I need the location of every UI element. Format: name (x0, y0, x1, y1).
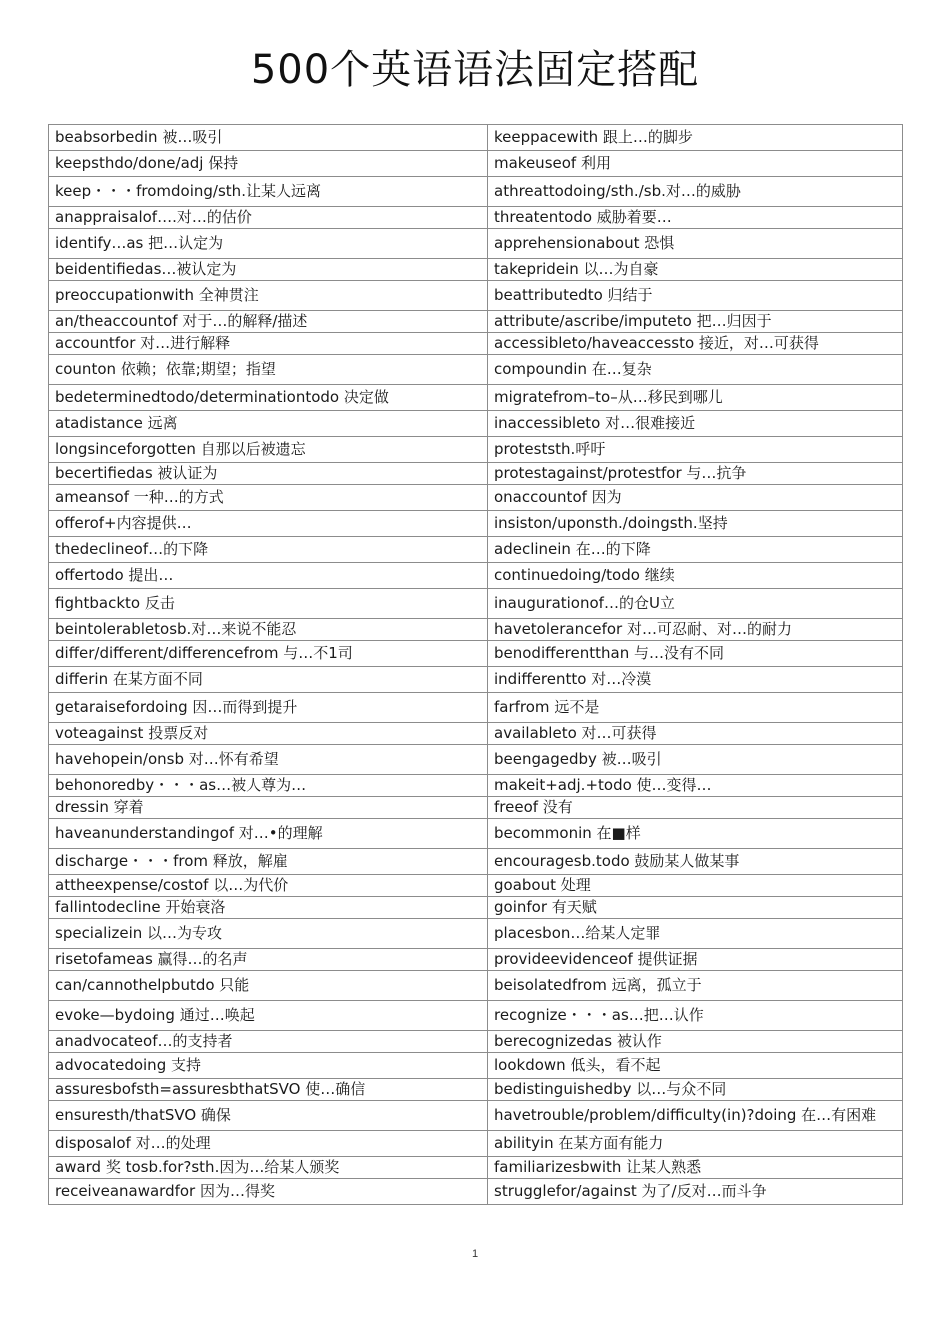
table-row (49, 1101, 903, 1131)
table-row (49, 511, 903, 537)
table-row (49, 1079, 903, 1101)
phrase-cell-right: inaugurationof…的仓U立 (488, 589, 903, 619)
table-row (49, 485, 903, 511)
phrase-cell-left: bedeterminedtodo/determinationtodo 决定做 (49, 385, 488, 411)
phrase-cell-left: can/cannothelpbutdo 只能 (49, 971, 488, 1001)
table-row (49, 875, 903, 897)
table-row (49, 537, 903, 563)
phrase-cell-left: offertodo 提出… (49, 563, 488, 589)
phrase-cell-left: beintolerabletosb.对…来说不能忍 (49, 619, 488, 641)
phrase-cell-right: indifferentto 对…冷漠 (488, 667, 903, 693)
table-row (49, 745, 903, 775)
table-row (49, 971, 903, 1001)
phrase-cell-right: goabout 处理 (488, 875, 903, 897)
phrase-cell-right: onaccountof 因为 (488, 485, 903, 511)
phrase-cell-right: beengagedby 被…吸引 (488, 745, 903, 775)
table-row (49, 385, 903, 411)
phrase-cell-right: provideevidenceof 提供证据 (488, 949, 903, 971)
phrase-cell-left: counton 依赖；依靠;期望；指望 (49, 355, 488, 385)
phrase-cell-left: receiveanawardfor 因为…得奖 (49, 1179, 488, 1205)
phrase-cell-left: keep・・・fromdoing/sth.让某人远离 (49, 177, 488, 207)
phrase-cell-right: continuedoing/todo 继续 (488, 563, 903, 589)
table-row (49, 641, 903, 667)
table-row (49, 849, 903, 875)
phrase-cell-left: longsinceforgotten 自那以后被遗忘 (49, 437, 488, 463)
phrase-cell-right: attribute/ascribe/imputeto 把…归因于 (488, 311, 903, 333)
phrase-cell-left: award 奖 tosb.for?sth.因为…给某人颁奖 (49, 1157, 488, 1179)
phrase-cell-left: ameansof 一种…的方式 (49, 485, 488, 511)
phrase-cell-left: anappraisalof….对…的估价 (49, 207, 488, 229)
phrase-cell-right: farfrom 远不是 (488, 693, 903, 723)
phrase-cell-right: takepridein 以…为自豪 (488, 259, 903, 281)
table-row (49, 897, 903, 919)
phrase-cell-left: advocatedoing 支持 (49, 1053, 488, 1079)
phrase-cell-left: anadvocateof…的支持者 (49, 1031, 488, 1053)
table-row (49, 355, 903, 385)
phrase-cell-left: fightbackto 反击 (49, 589, 488, 619)
phrase-cell-right: benodifferentthan 与…没有不同 (488, 641, 903, 667)
phrase-cell-left: attheexpense/costof 以…为代价 (49, 875, 488, 897)
phrase-cell-left: preoccupationwith 全神贯注 (49, 281, 488, 311)
page-number: 1 (471, 1248, 479, 1260)
phrase-cell-left: thedeclineof…的下降 (49, 537, 488, 563)
phrase-cell-right: lookdown 低头，看不起 (488, 1053, 903, 1079)
table-row (49, 667, 903, 693)
table-row (49, 589, 903, 619)
table-row (49, 177, 903, 207)
phrase-cell-right: makeuseof 利用 (488, 151, 903, 177)
table-row (49, 1131, 903, 1157)
phrase-cell-right: migratefrom–to–从…移民到哪儿 (488, 385, 903, 411)
table-row (49, 919, 903, 949)
table-row (49, 1031, 903, 1053)
phrase-cell-right: inaccessibleto 对…很难接近 (488, 411, 903, 437)
phrase-cell-right: threatentodo 威胁着要… (488, 207, 903, 229)
phrase-cell-right: compoundin 在…复杂 (488, 355, 903, 385)
phrase-cell-right: freeof 没有 (488, 797, 903, 819)
phrase-cell-right: goinfor 有天赋 (488, 897, 903, 919)
table-row (49, 333, 903, 355)
phrase-cell-right: athreattodoing/sth./sb.对…的威胁 (488, 177, 903, 207)
phrase-cell-left: fallintodecline 开始衰洛 (49, 897, 488, 919)
phrase-cell-left: assuresbofsth=assuresbthatSVO 使…确信 (49, 1079, 488, 1101)
phrase-cell-left: differin 在某方面不同 (49, 667, 488, 693)
phrase-cell-left: getaraisefordoing 因…而得到提升 (49, 693, 488, 723)
phrase-cell-left: keepsthdo/done/adj 保持 (49, 151, 488, 177)
phrase-cell-left: accountfor 对…进行解释 (49, 333, 488, 355)
table-row (49, 693, 903, 723)
phrase-cell-left: haveanunderstandingof 对…•的理解 (49, 819, 488, 849)
phrase-cell-right: beisolatedfrom 远离，孤立于 (488, 971, 903, 1001)
phrase-cell-right: availableto 对…可获得 (488, 723, 903, 745)
phrase-cell-left: havehopein/onsb 对…怀有希望 (49, 745, 488, 775)
table-row (49, 259, 903, 281)
phrase-cell-left: evoke—bydoing 通过…唤起 (49, 1001, 488, 1031)
table-row (49, 229, 903, 259)
phrase-cell-right: familiarizesbwith 让某人熟悉 (488, 1157, 903, 1179)
phrase-cell-left: beabsorbedin 被…吸引 (49, 125, 488, 151)
phrase-cell-right: insiston/uponsth./doingsth.坚持 (488, 511, 903, 537)
phrase-cell-right: recognize・・・as…把…认作 (488, 1001, 903, 1031)
table-row (49, 125, 903, 151)
phrase-cell-left: atadistance 远离 (49, 411, 488, 437)
table-row (49, 1001, 903, 1031)
table-row (49, 437, 903, 463)
table-row (49, 1179, 903, 1205)
phrase-cell-right: keeppacewith 跟上…的脚步 (488, 125, 903, 151)
table-row (49, 797, 903, 819)
phrase-cell-right: havetrouble/problem/difficulty(in)?doing 在…有困难 (488, 1101, 903, 1131)
table-row (49, 151, 903, 177)
table-row (49, 463, 903, 485)
table-row (49, 207, 903, 229)
table-row (49, 411, 903, 437)
phrase-cell-right: proteststh.呼吁 (488, 437, 903, 463)
phrase-cell-right: strugglefor/against 为了/反对…而斗争 (488, 1179, 903, 1205)
phrase-cell-right: apprehensionabout 恐惧 (488, 229, 903, 259)
phrase-cell-right: accessibleto/haveaccessto 接近，对…可获得 (488, 333, 903, 355)
phrase-cell-right: bedistinguishedby 以…与众不同 (488, 1079, 903, 1101)
table-row (49, 723, 903, 745)
phrase-cell-left: voteagainst 投票反对 (49, 723, 488, 745)
page-title: 500个英语语法固定搭配 (250, 47, 700, 93)
phrase-cell-right: encouragesb.todo 鼓励某人做某事 (488, 849, 903, 875)
phrase-table-body (49, 125, 903, 1205)
phrase-cell-left: discharge・・・from 释放，解雇 (49, 849, 488, 875)
phrase-cell-left: differ/different/differencefrom 与…不1司 (49, 641, 488, 667)
phrase-cell-left: specializein 以…为专攻 (49, 919, 488, 949)
phrase-cell-left: behonoredby・・・as…被人尊为… (49, 775, 488, 797)
phrase-cell-left: beidentifiedas…被认定为 (49, 259, 488, 281)
phrase-cell-left: disposalof 对…的处理 (49, 1131, 488, 1157)
phrase-cell-right: placesbon…给某人定罪 (488, 919, 903, 949)
table-row (49, 1157, 903, 1179)
phrase-cell-left: an/theaccountof 对于…的解释/描述 (49, 311, 488, 333)
phrase-cell-left: ensuresth/thatSVO 确保 (49, 1101, 488, 1131)
phrase-cell-right: abilityin 在某方面有能力 (488, 1131, 903, 1157)
table-row (49, 281, 903, 311)
table-row (49, 949, 903, 971)
table-row (49, 819, 903, 849)
phrase-cell-right: berecognizedas 被认作 (488, 1031, 903, 1053)
table-row (49, 1053, 903, 1079)
phrase-cell-right: becommonin 在■样 (488, 819, 903, 849)
phrase-cell-right: protestagainst/protestfor 与…抗争 (488, 463, 903, 485)
phrase-cell-left: becertifiedas 被认证为 (49, 463, 488, 485)
phrase-cell-right: havetolerancefor 对…可忍耐、对…的耐力 (488, 619, 903, 641)
table-row (49, 311, 903, 333)
phrase-cell-left: risetofameas 赢得…的名声 (49, 949, 488, 971)
phrase-table (48, 124, 903, 1205)
phrase-cell-right: adeclinein 在…的下降 (488, 537, 903, 563)
table-row (49, 563, 903, 589)
phrase-cell-right: makeit+adj.+todo 使…变得… (488, 775, 903, 797)
table-row (49, 775, 903, 797)
phrase-cell-left: identify…as 把…认定为 (49, 229, 488, 259)
table-row (49, 619, 903, 641)
phrase-cell-left: offerof+内容提供… (49, 511, 488, 537)
phrase-cell-right: beattributedto 归结于 (488, 281, 903, 311)
phrase-cell-left: dressin 穿着 (49, 797, 488, 819)
